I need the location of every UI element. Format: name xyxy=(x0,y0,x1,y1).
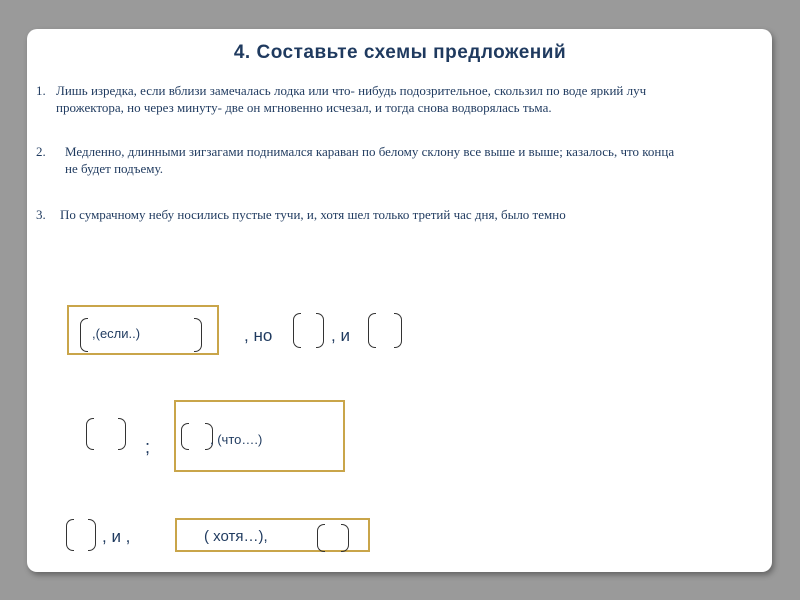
sentence-2 xyxy=(36,143,716,183)
scheme-1-bracket-left xyxy=(80,318,88,352)
scheme-3-and-label: , и , xyxy=(102,527,131,546)
sentence-number: 3. xyxy=(36,207,46,222)
scheme-1-and-label: , и xyxy=(331,326,350,345)
sentence-number: 2. xyxy=(36,144,46,159)
scheme-3-clause-1-left xyxy=(66,519,74,551)
scheme-2-clause-1-right xyxy=(118,418,126,450)
slide-title: 4. Составьте схемы предложений xyxy=(233,42,567,63)
sentence-text: Медленно, длинными зигзагами поднимался караван по белому склону все выше и выше; казалось, что конца не будет подъему. xyxy=(65,144,675,176)
scheme-3-clause-1-right xyxy=(88,519,96,551)
scheme-1-clause-2-left xyxy=(293,313,301,348)
scheme-1-clause-3-left xyxy=(368,313,376,348)
scheme-3-clause-2-left xyxy=(317,524,325,552)
sentence-text: Лишь изредка, если вблизи замечалась лодка или что- нибудь подозрительное, скользил по воде яркий луч прожектора, но через минуту- две он мгновенно исчезал, и тогда снова водворялась тьма. xyxy=(56,83,647,115)
scheme-1-bracket-right xyxy=(194,318,202,352)
sentence-1 xyxy=(36,82,716,142)
sentence-text: По сумрачному небу носились пустые тучи, и, хотя шел только третий час дня, было темно xyxy=(60,207,566,222)
scheme-2-sub-label: , (что….) xyxy=(210,432,263,447)
scheme-3-sub-label: ( хотя…), xyxy=(204,528,268,545)
scheme-1-clause-2-right xyxy=(316,313,324,348)
sentence-3 xyxy=(36,206,716,226)
scheme-3-clause-2-right xyxy=(341,524,349,552)
scheme-2-clause-1-left xyxy=(86,418,94,450)
scheme-1-sub-label: ,(если..) xyxy=(92,326,141,341)
scheme-1-but-label: , но xyxy=(244,326,273,345)
scheme-2-clause-2-left xyxy=(181,423,189,450)
scheme-2-semicolon: ; xyxy=(145,437,151,457)
sentence-number: 1. xyxy=(36,83,46,98)
scheme-1-clause-3-right xyxy=(394,313,402,348)
